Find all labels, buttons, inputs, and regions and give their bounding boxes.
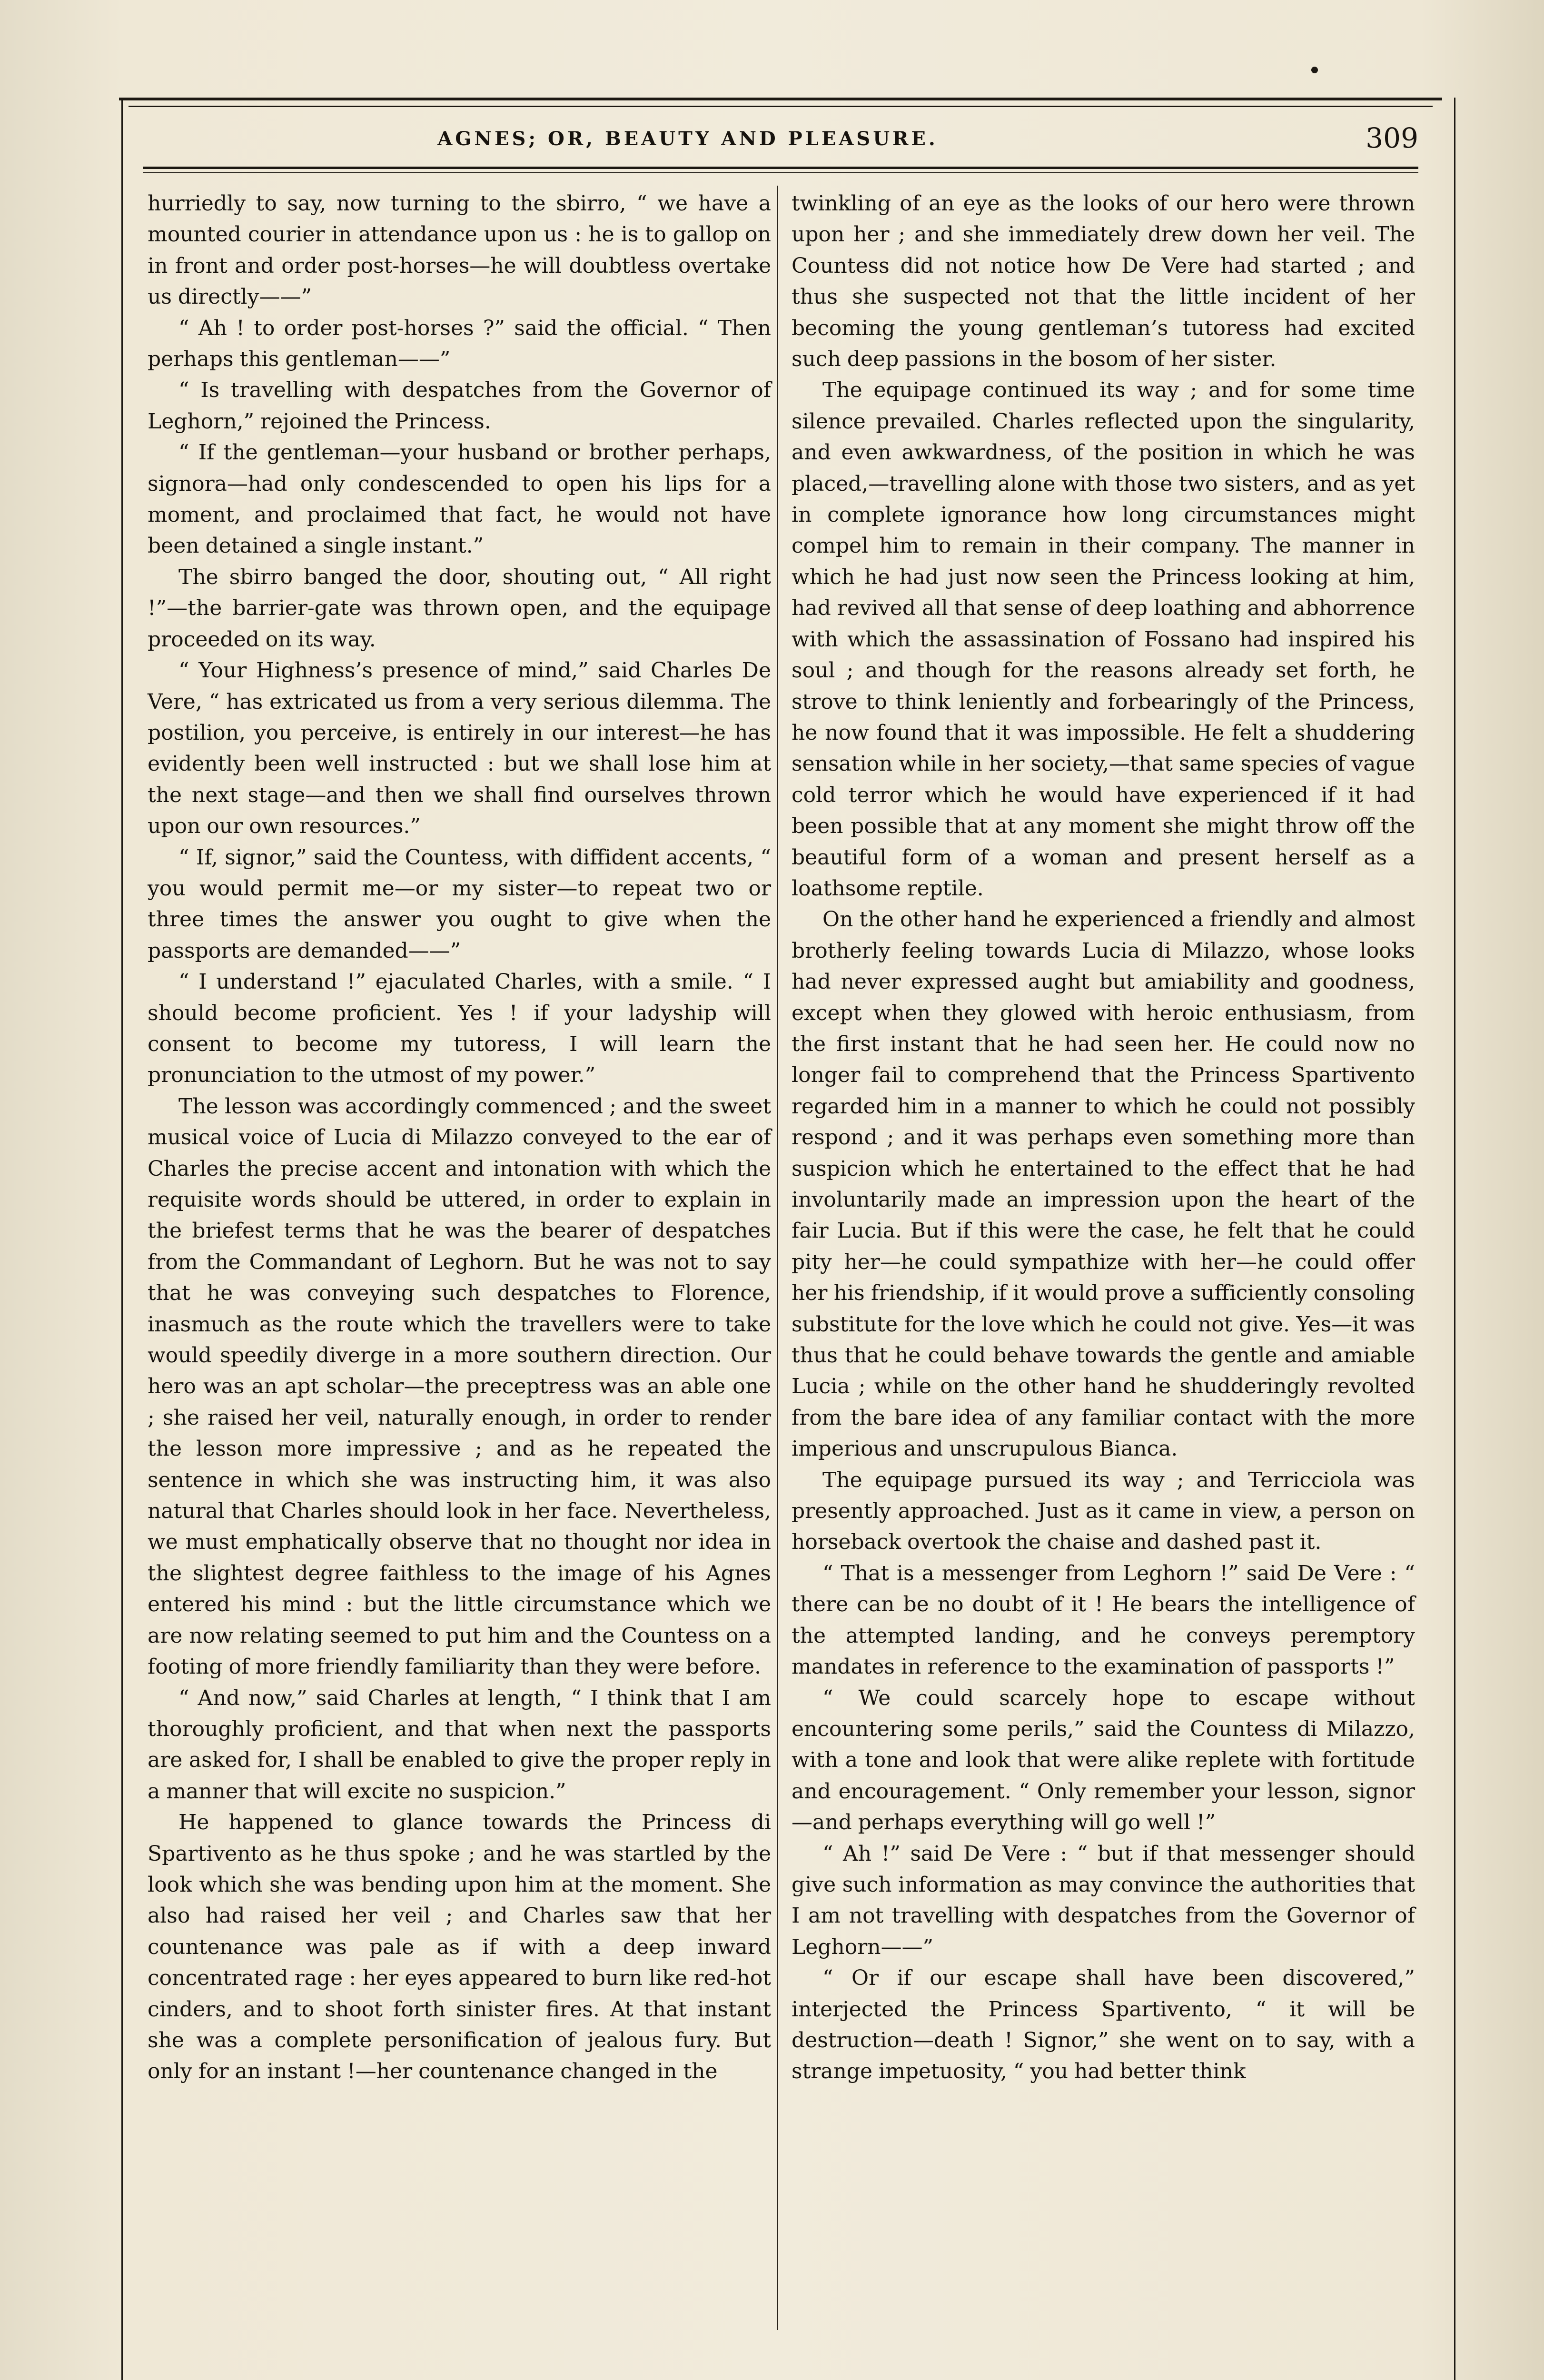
paragraph: “ If, signor,” said the Countess, with diffident accents, “ you would permit me—or my sister—to repeat two or three times the answer you ought to give when the passports are demanded——” bbox=[148, 845, 771, 963]
paragraph: The lesson was accordingly commenced ; and the sweet musical voice of Lucia di Milazzo conveyed to the ear of Charles the precise accent and intonation with which the requisite words should be uttered, in order to explain in the briefest terms that he was the bearer of despatches from the Commandant of Leghorn. But he was not to say that he was conveying such despatches to Florence, inasmuch as the route which the travellers were to take would speedily diverge in a more southern direction. Our hero was an apt scholar—the preceptress was an able one ; she raised her veil, naturally enough, in order to render the lesson more impressive ; and as he repeated the sentence in which she was instructing him, it was also natural that Charles should look in her face. Nevertheless, we must emphatically observe that no thought nor idea in the slightest degree faithless to the image of his Agnes entered his mind : but the little circumstance which we are now relating seemed to put him and the Countess on a footing of more friendly familiarity than they were before. bbox=[148, 1094, 771, 1679]
right-column bbox=[792, 188, 1415, 2087]
paragraph: On the other hand he experienced a friendly and almost brotherly feeling towards Lucia di Milazzo, whose looks had never expressed aught but amiability and goodness, except when they glowed with heroic enthusiasm, from the first instant that he had seen her. He could now no longer fail to comprehend that the Princess Spartivento regarded him in a manner to which he could not possibly respond ; and it was perhaps even something more than suspicion which he entertained to the effect that he had involuntarily made an impression upon the heart of the fair Lucia. But if this were the case, he felt that he could pity her—he could sympathize with her—he could offer her his friendship, if it would prove a sufficiently consoling substitute for the love which he could not give. Yes—it was thus that he could behave towards the gentle and amiable Lucia ; while on the other hand he shudderingly revolted from the bare idea of any familiar contact with the more imperious and unscrupulous Bianca. bbox=[792, 907, 1415, 1461]
header-rule-thin bbox=[143, 172, 1418, 173]
paragraph: The sbirro banged the door, shouting out, “ All right !”—the barrier-gate was thrown open, and the equipage proceeded on its way. bbox=[148, 565, 771, 652]
paragraph: “ I understand !” ejaculated Charles, with a smile. “ I should become proficient. Yes ! if your ladyship will consent to become my tutoress, I will learn the pronunciation to the utmost of my power.” bbox=[148, 970, 771, 1088]
paragraph: “ Ah ! to order post-horses ?” said the official. “ Then perhaps this gentleman——” bbox=[148, 316, 771, 372]
top-rule-outer bbox=[119, 98, 1442, 100]
left-column bbox=[148, 188, 771, 2087]
right-frame-rule bbox=[1454, 98, 1455, 2380]
paragraph: “ And now,” said Charles at length, “ I think that I am thoroughly proficient, and that when next the passports are asked for, I shall be enabled to give the proper reply in a manner that will excite no suspicion.” bbox=[148, 1686, 771, 1804]
paragraph: hurriedly to say, now turning to the sbirro, “ we have a mounted courier in attendance upon us : he is to gallop on in front and order post-horses—he will doubtless overtake us directly——” bbox=[148, 191, 771, 309]
top-rule-inner bbox=[129, 106, 1433, 107]
paragraph: The equipage continued its way ; and for some time silence prevailed. Charles reflected upon the singularity, and even awkwardness, of the position in which he was placed,—travelling alone with those two sisters, and as yet in complete ignorance how long circumstances might compel him to remain in their company. The manner in which he had just now seen the Princess looking at him, had revived all that sense of deep loathing and abhorrence with which the assassination of Fossano had inspired his soul ; and though for the reasons already set forth, he strove to think leniently and forbearingly of the Princess, he now found that it was impossible. He felt a shuddering sensation while in her society,—that same species of vague cold terror which he would have experienced if it had been possible that at any moment she might throw off the beautiful form of a woman and present herself as a loathsome reptile. bbox=[792, 378, 1415, 901]
paragraph: “ We could scarcely hope to escape without encountering some perils,” said the Countess di Milazzo, with a tone and look that were alike replete with fortitude and encouragement. “ Only remember your lesson, signor—and perhaps everything will go well !” bbox=[792, 1686, 1415, 1835]
paragraph: The equipage pursued its way ; and Terricciola was presently approached. Just as it came in view, a person on horseback overtook the chaise and dashed past it. bbox=[792, 1468, 1415, 1555]
paragraph: “ Or if our escape shall have been discovered,” interjected the Princess Spartivento, “ it will be destruction—death ! Signor,” she went on to say, with a strange impetuosity, “ you had better think bbox=[792, 1966, 1415, 2084]
paragraph: “ That is a messenger from Leghorn !” said De Vere : “ there can be no doubt of it ! He bears the intelligence of the attempted landing, and he conveys peremptory mandates in reference to the examination of passports !” bbox=[792, 1561, 1415, 1679]
header-rule bbox=[143, 167, 1418, 169]
paragraph: He happened to glance towards the Princess di Spartivento as he thus spoke ; and he was startled by the look which she was bending upon him at the moment. She also had raised her veil ; and Charles saw that her countenance was pale as if with a deep inward concentrated rage : her eyes appeared to burn like red-hot cinders, and to shoot forth sinister fires. At that instant she was a complete personification of jealous fury. But only for an instant !—her countenance changed in the bbox=[148, 1810, 771, 2084]
paragraph: “ Ah !” said De Vere : “ but if that messenger should give such information as may convince the authorities that I am not travelling with despatches from the Governor of Leghorn——” bbox=[792, 1841, 1415, 1959]
left-frame-rule bbox=[121, 98, 123, 2380]
paragraph: “ If the gentleman—your husband or brother perhaps, signora—had only condescended to open his lips for a moment, and proclaimed that fact, he would not have been detained a single instant.” bbox=[148, 440, 771, 558]
paragraph: twinkling of an eye as the looks of our hero were thrown upon her ; and she immediately drew down her veil. The Countess did not notice how De Vere had started ; and thus she suspected not that the little incident of her becoming the young gentleman’s tutoress had excited such deep passions in the bosom of her sister. bbox=[792, 191, 1415, 372]
paragraph: “ Is travelling with despatches from the Governor of Leghorn,” rejoined the Princess. bbox=[148, 378, 771, 434]
page-number: 309 bbox=[1366, 122, 1418, 154]
running-title: AGNES; OR, BEAUTY AND PLEASURE. bbox=[437, 128, 938, 150]
column-divider bbox=[777, 186, 778, 2330]
ink-speck bbox=[1311, 67, 1318, 73]
paragraph: “ Your Highness’s presence of mind,” said Charles De Vere, “ has extricated us from a very serious dilemma. The postilion, you perceive, is entirely in our interest—he has evidently been well instructed : but we shall lose him at the next stage—and then we shall find ourselves thrown upon our own resources.” bbox=[148, 658, 771, 839]
